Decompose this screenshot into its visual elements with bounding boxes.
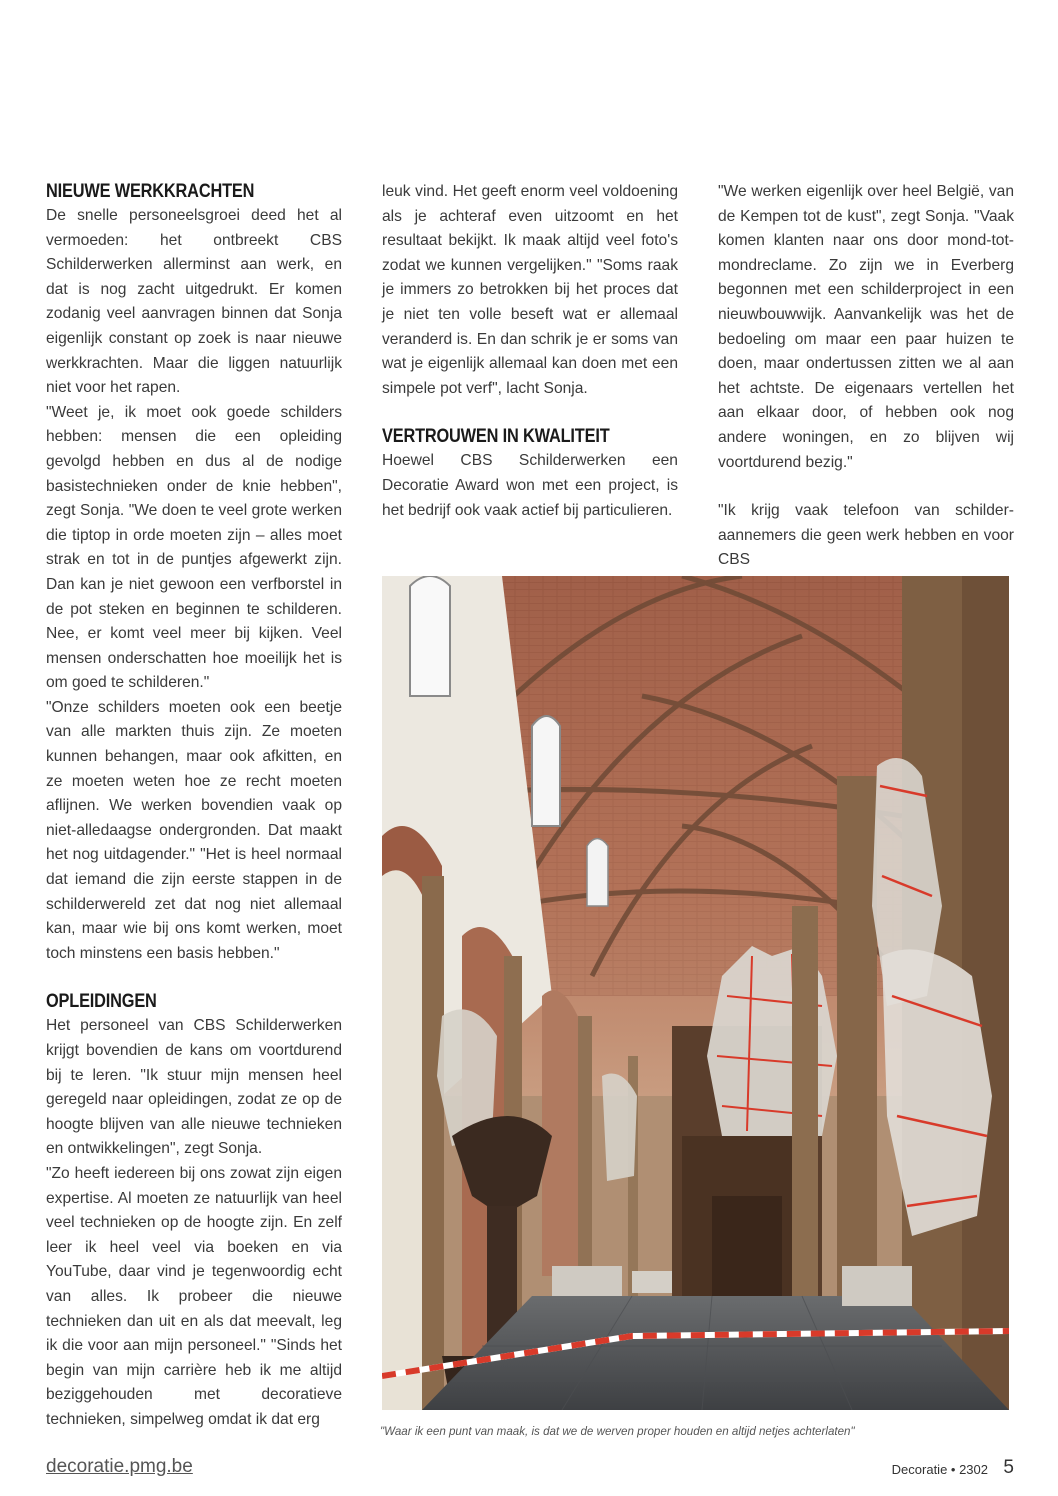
heading-vertrouwen-in-kwaliteit: VERTROUWEN IN KWALITEIT (382, 426, 610, 448)
page-number: 5 (1003, 1457, 1014, 1478)
paragraph: Hoewel CBS Schilderwerken een Decoratie Award won met een project, is het bedrijf ook vaak actief bij particulieren. (382, 452, 678, 519)
paragraph: Het personeel van CBS Schilderwerken krijgt bovendien de kans om voortdurend bij te leren. "Ik stuur mijn mensen heel geregeld naar opleidingen, zodat ze op de hoogte blijven van alle nieuwe technieken en ontwikkelingen", zegt Sonja. (46, 1017, 342, 1158)
article-column-1 (46, 180, 342, 1433)
paragraph: leuk vind. Het geeft enorm veel voldoening als je achteraf even uitzoomt en het resultaat bekijkt. Ik maak altijd veel foto's zodat we kunnen vergelijken." "Soms raak je immers zo betrokken bij het proces dat je niet ten volle beseft wat er allemaal veranderd is. En dan schrik je er soms van wat je eigenlijk allemaal kan doen met een simpele pot verf", lacht Sonja. (382, 183, 678, 397)
paragraph: "Onze schilders moeten ook een beetje van alle markten thuis zijn. Ze moeten kunnen behangen, maar ook afkitten, en ze moeten weten hoe ze recht moeten aflijnen. We werken bovendien vaak op niet-alledaagse ondergronden. Dat maakt het nog uitdagender." "Het is heel normaal dat iemand die zijn eerste stappen in de schilderwereld zet dat nog niet allemaal kan, maar wie bij ons komt werken, moet toch minstens een basis hebben." (46, 698, 342, 962)
paragraph: "Zo heeft iedereen bij ons zowat zijn eigen expertise. Al moeten ze natuurlijk van heel veel technieken op de hoogte zijn. En zelf leer ik heel veel via boeken en via YouTube, daar vind je tegenwoordig echt van alles. Ik probeer die nieuwe technieken dan uit en als dat meevalt, leg ik die voor aan mijn personeel." "Sinds het begin van mijn carrière heb ik me altijd beziggehouden met decoratieve technieken, simpelweg omdat ik dat erg (46, 1164, 342, 1428)
paragraph: De snelle personeelsgroei deed het al vermoeden: het ontbreekt CBS Schilderwerken allerminst aan werk, en dat is nog zacht uitgedrukt. Er komen zodanig veel aanvragen binnen dat Sonja eigenlijk constant op zoek is naar nieuwe werkkrachten. Maar die liggen natuurlijk niet voor het rapen. (46, 207, 342, 397)
footer-issue: Decoratie • 2302 (891, 1462, 988, 1477)
heading-opleidingen: OPLEIDINGEN (46, 991, 157, 1013)
article-column-3 (718, 180, 1014, 573)
footer-website-link[interactable]: decoratie.pmg.be (46, 1456, 193, 1477)
paragraph: "Weet je, ik moet ook goede schilders hebben: mensen die een opleiding gevolgd hebben en dus al de nodige basistechnieken onder de knie hebben", zegt Sonja. "We doen te veel grote werken die tiptop in orde moeten zijn – alles moet strak en tot in de puntjes afgewerkt zijn. Dan kan je niet gewoon een verfborstel in de pot steken en beginnen te schilderen. Nee, er komt veel meer bij kijken. Veel mensen onderschatten hoe moeilijk het is om goed te schilderen." (46, 403, 342, 692)
paragraph: "We werken eigenlijk over heel België, van de Kempen tot de kust", zegt Sonja. "Vaak komen klanten naar ons door mond-tot-mondreclame. Zo zijn we in Everberg begonnen met een schilderproject in een nieuwbouwwijk. Aanvankelijk was het de bedoeling om maar een paar huizen te doen, maar ondertussen zitten we al aan het achtste. De eigenaars vertellen het aan elkaar door, of hebben ook nog andere woningen, en zo blijven wij voortdurend bezig." (718, 183, 1014, 471)
article-column-2 (382, 180, 678, 523)
heading-nieuwe-werkkrachten: NIEUWE WERKKRACHTEN (46, 181, 255, 202)
paragraph: "Ik krijg vaak telefoon van schilder-aannemers die geen werk hebben en voor CBS (718, 502, 1014, 569)
photo-caption: "Waar ik een punt van maak, is dat we de werven proper houden en altijd netjes achterlaten" (380, 1425, 855, 1438)
church-interior-photo (382, 576, 1009, 1410)
